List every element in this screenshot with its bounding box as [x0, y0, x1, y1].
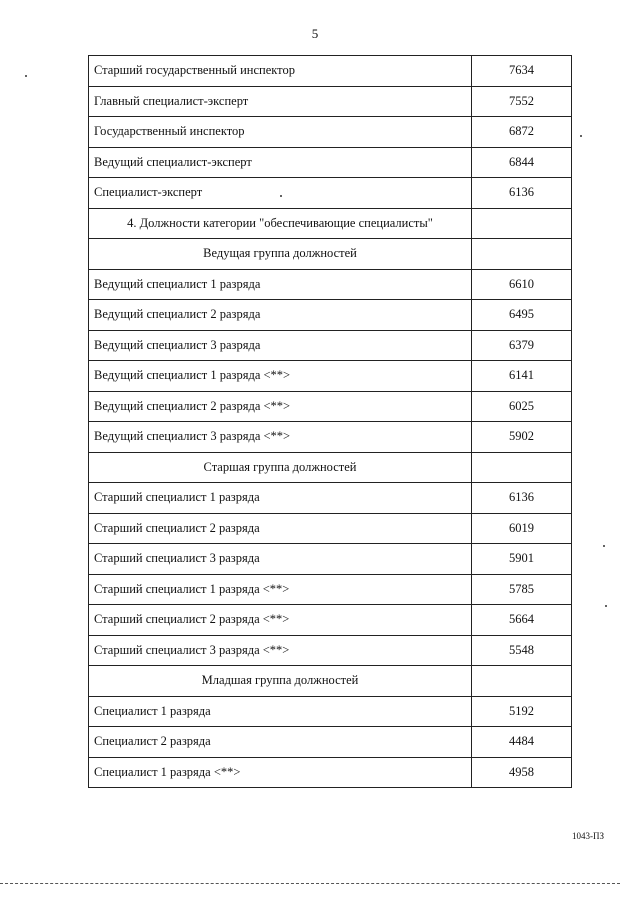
position-name-cell: Ведущий специалист 1 разряда <**>: [89, 361, 472, 392]
position-name-cell: Старший специалист 2 разряда: [89, 513, 472, 544]
salary-value-cell: 6136: [472, 483, 572, 514]
position-name-cell: Ведущий специалист 3 разряда <**>: [89, 422, 472, 453]
position-name-cell: Специалист 1 разряда <**>: [89, 757, 472, 788]
position-name-cell: Ведущий специалист 2 разряда: [89, 300, 472, 331]
table-row: [89, 178, 572, 209]
salary-value-cell: 6141: [472, 361, 572, 392]
salary-value-cell: 6844: [472, 147, 572, 178]
table-row: [89, 147, 572, 178]
group-heading-row: [89, 239, 572, 270]
salary-value-cell: 5192: [472, 696, 572, 727]
table-row: [89, 86, 572, 117]
table-row: [89, 757, 572, 788]
position-name-cell: Специалист 2 разряда: [89, 727, 472, 758]
position-name-cell: Ведущий специалист 1 разряда: [89, 269, 472, 300]
position-name-cell: Старший специалист 3 разряда <**>: [89, 635, 472, 666]
position-name-cell: Ведущий специалист 3 разряда: [89, 330, 472, 361]
table-row: [89, 483, 572, 514]
salary-value-cell: 5785: [472, 574, 572, 605]
scan-speck: [603, 545, 605, 547]
document-code: 1043-ПЗ: [572, 831, 605, 841]
position-name-cell: Старшая группа должностей: [89, 452, 472, 483]
table-row: [89, 574, 572, 605]
table-row: [89, 330, 572, 361]
table-row: [89, 56, 572, 87]
salary-value-cell: 6379: [472, 330, 572, 361]
salary-value-cell: 6019: [472, 513, 572, 544]
salary-value-cell: 6025: [472, 391, 572, 422]
position-name-cell: Старший специалист 3 разряда: [89, 544, 472, 575]
salary-value-cell: 4958: [472, 757, 572, 788]
position-name-cell: Главный специалист-эксперт: [89, 86, 472, 117]
table-row: [89, 361, 572, 392]
salary-value-cell: 6872: [472, 117, 572, 148]
salary-value-cell: [472, 452, 572, 483]
position-name-cell: Ведущий специалист-эксперт: [89, 147, 472, 178]
position-name-cell: Специалист 1 разряда: [89, 696, 472, 727]
position-name-cell: 4. Должности категории "обеспечивающие специалисты": [89, 208, 472, 239]
table-row: [89, 391, 572, 422]
position-name-cell: Старший специалист 1 разряда: [89, 483, 472, 514]
page-number: 5: [311, 26, 319, 41]
salary-value-cell: 5548: [472, 635, 572, 666]
position-name-cell: Ведущая группа должностей: [89, 239, 472, 270]
salary-table: [88, 55, 572, 788]
salary-value-cell: 5901: [472, 544, 572, 575]
section-heading-row: [89, 208, 572, 239]
scan-speck: [605, 605, 607, 607]
position-name-cell: Ведущий специалист 2 разряда <**>: [89, 391, 472, 422]
table-row: [89, 117, 572, 148]
salary-value-cell: 6495: [472, 300, 572, 331]
table-row: [89, 696, 572, 727]
group-heading-row: [89, 452, 572, 483]
salary-value-cell: [472, 208, 572, 239]
table-row: [89, 300, 572, 331]
position-name-cell: Старший специалист 2 разряда <**>: [89, 605, 472, 636]
table-row: [89, 635, 572, 666]
salary-value-cell: 5664: [472, 605, 572, 636]
salary-value-cell: 7552: [472, 86, 572, 117]
scan-edge-line: [0, 883, 620, 884]
group-heading-row: [89, 666, 572, 697]
salary-value-cell: 4484: [472, 727, 572, 758]
table-row: [89, 727, 572, 758]
position-name-cell: Старший государственный инспектор: [89, 56, 472, 87]
salary-value-cell: 5902: [472, 422, 572, 453]
position-name-cell: Младшая группа должностей: [89, 666, 472, 697]
salary-value-cell: 6610: [472, 269, 572, 300]
position-name-cell: Старший специалист 1 разряда <**>: [89, 574, 472, 605]
salary-value-cell: 6136: [472, 178, 572, 209]
scan-speck: [280, 195, 282, 197]
scan-speck: [580, 135, 582, 137]
table-row: [89, 605, 572, 636]
scan-speck: [25, 75, 27, 77]
salary-table-body: [89, 56, 572, 788]
salary-value-cell: [472, 666, 572, 697]
salary-value-cell: 7634: [472, 56, 572, 87]
table-row: [89, 513, 572, 544]
position-name-cell: Государственный инспектор: [89, 117, 472, 148]
table-row: [89, 422, 572, 453]
table-row: [89, 269, 572, 300]
position-name-cell: Специалист-эксперт: [89, 178, 472, 209]
salary-value-cell: [472, 239, 572, 270]
table-row: [89, 544, 572, 575]
